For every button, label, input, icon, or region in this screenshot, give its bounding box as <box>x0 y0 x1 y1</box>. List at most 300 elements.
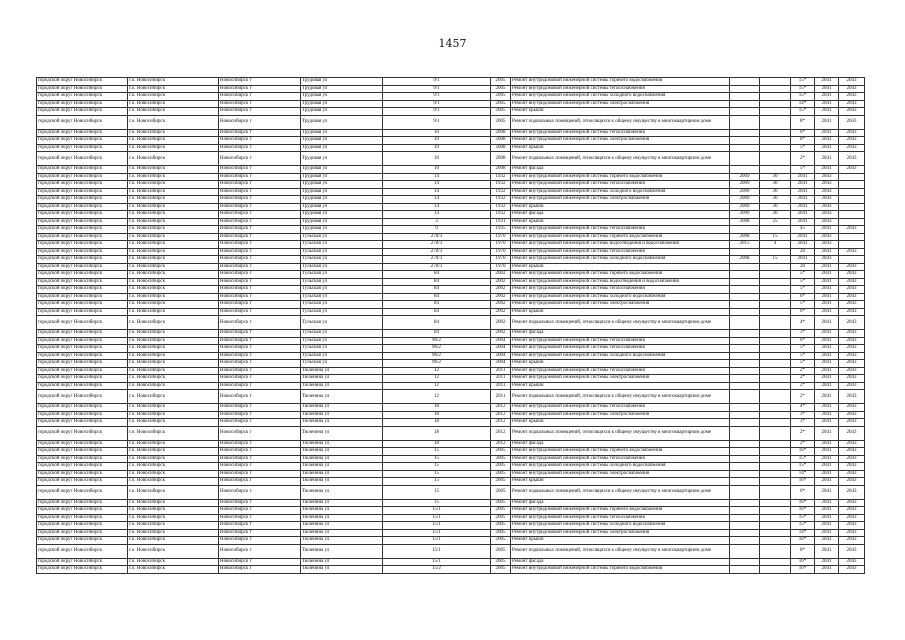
planned-count-cell: 2* <box>791 382 815 390</box>
work-type-cell: Ремонт фасада <box>511 558 730 566</box>
planned-end-cell: 2043 <box>839 278 865 286</box>
settlement-cell: Новосибирск г <box>219 256 301 264</box>
last-repair-count-cell: 30 <box>760 203 791 211</box>
street-cell: Тульская ул <box>301 352 383 360</box>
table-row <box>37 522 865 530</box>
table-row <box>37 537 865 545</box>
work-type-cell: Ремонт крыши <box>511 382 730 390</box>
planned-start-cell: 2043 <box>815 203 839 211</box>
year-built-cell: 2002 <box>491 316 511 330</box>
table-row <box>37 308 865 316</box>
settlement-cell: Новосибирск г <box>219 278 301 286</box>
table-row <box>37 137 865 145</box>
planned-end-cell: 2043 <box>839 411 865 419</box>
street-cell: Тюленина ул <box>301 544 383 558</box>
last-repair-year-cell <box>730 440 760 448</box>
last-repair-count-cell <box>760 499 791 507</box>
planned-start-cell: 2041 <box>815 248 839 256</box>
last-repair-year-cell <box>730 448 760 456</box>
planned-count-cell: 5* <box>791 352 815 360</box>
municipality-cell: г.о. Новосибирск <box>128 78 219 86</box>
district-cell: городской округ Новосибирск <box>37 218 128 226</box>
table-row <box>37 271 865 279</box>
last-repair-count-cell <box>760 463 791 471</box>
planned-end-cell: 2043 <box>839 345 865 353</box>
house-cell: 15/1 <box>383 537 491 545</box>
last-repair-year-cell <box>730 278 760 286</box>
last-repair-year-cell <box>730 485 760 499</box>
planned-count-cell: 5* <box>791 166 815 174</box>
settlement-cell: Новосибирск г <box>219 529 301 537</box>
district-cell: городской округ Новосибирск <box>37 316 128 330</box>
last-repair-year-cell <box>730 522 760 530</box>
house-cell: 9/1 <box>383 100 491 108</box>
year-built-cell: 2008 <box>491 166 511 174</box>
street-cell: Трудовая ул <box>301 100 383 108</box>
year-built-cell: 2012 <box>491 404 511 412</box>
last-repair-year-cell: 2009 <box>730 211 760 219</box>
street-cell: Трудовая ул <box>301 181 383 189</box>
municipality-cell: г.о. Новосибирск <box>128 173 219 181</box>
planned-end-cell <box>839 203 865 211</box>
settlement-cell: Новосибирск г <box>219 93 301 101</box>
planned-start-cell: 2041 <box>815 108 839 116</box>
planned-start-cell: 2041 <box>815 382 839 390</box>
planned-end-cell: 2043 <box>839 375 865 383</box>
street-cell: Трудовая ул <box>301 152 383 166</box>
settlement-cell: Новосибирск г <box>219 286 301 294</box>
street-cell: Тюленина ул <box>301 404 383 412</box>
settlement-cell: Новосибирск г <box>219 188 301 196</box>
last-repair-year-cell <box>730 463 760 471</box>
year-built-cell: 2012 <box>491 411 511 419</box>
last-repair-year-cell <box>730 345 760 353</box>
planned-end-cell: 2043 <box>839 352 865 360</box>
house-cell: 15/2 <box>383 566 491 574</box>
house-cell: 84 <box>383 316 491 330</box>
planned-start-cell: 2041 <box>815 144 839 152</box>
municipality-cell: г.о. Новосибирск <box>128 293 219 301</box>
street-cell: Тюленина ул <box>301 485 383 499</box>
year-built-cell: 2008 <box>491 152 511 166</box>
table-row <box>37 352 865 360</box>
district-cell: городской округ Новосибирск <box>37 93 128 101</box>
planned-start-cell: 2041 <box>815 455 839 463</box>
street-cell: Тульская ул <box>301 271 383 279</box>
table-row <box>37 293 865 301</box>
planned-end-cell: 2043 <box>839 537 865 545</box>
municipality-cell: г.о. Новосибирск <box>128 278 219 286</box>
last-repair-year-cell <box>730 316 760 330</box>
settlement-cell: Новосибирск г <box>219 115 301 129</box>
year-built-cell: 2005 <box>491 455 511 463</box>
last-repair-year-cell <box>730 85 760 93</box>
work-type-cell: Ремонт внутридомовой инженерной системы горячего водоснабжения <box>511 271 730 279</box>
planned-end-cell: 2043 <box>839 100 865 108</box>
planned-start-cell: 2041 <box>815 478 839 486</box>
planned-end-cell: 2043 <box>839 248 865 256</box>
house-cell: 9/1 <box>383 115 491 129</box>
work-type-cell: Ремонт внутридомовой инженерной системы электроснабжения <box>511 196 730 204</box>
last-repair-count-cell <box>760 448 791 456</box>
street-cell: Тюленина ул <box>301 375 383 383</box>
planned-count-cell: 16* <box>791 448 815 456</box>
settlement-cell: Новосибирск г <box>219 375 301 383</box>
municipality-cell: г.о. Новосибирск <box>128 375 219 383</box>
district-cell: городской округ Новосибирск <box>37 352 128 360</box>
work-type-cell: Ремонт внутридомовой инженерной системы теплоснабжения <box>511 337 730 345</box>
planned-end-cell: 2043 <box>839 507 865 515</box>
last-repair-count-cell <box>760 248 791 256</box>
work-type-cell: Ремонт внутридомовой инженерной системы теплоснабжения <box>511 286 730 294</box>
last-repair-count-cell <box>760 263 791 271</box>
last-repair-year-cell: 2009 <box>730 181 760 189</box>
table-row <box>37 256 865 264</box>
house-cell: 84 <box>383 330 491 338</box>
house-cell: 12 <box>383 382 491 390</box>
district-cell: городской округ Новосибирск <box>37 529 128 537</box>
street-cell: Трудовая ул <box>301 196 383 204</box>
house-cell: 14 <box>383 173 491 181</box>
street-cell: Тюленина ул <box>301 382 383 390</box>
planned-count-cell: 16* <box>791 537 815 545</box>
settlement-cell: Новосибирск г <box>219 558 301 566</box>
planned-count-cell: 14* <box>791 529 815 537</box>
planned-count-cell: 3* <box>791 419 815 427</box>
year-built-cell: 1970 <box>491 248 511 256</box>
planned-start-cell: 2043 <box>815 211 839 219</box>
planned-start-cell: 2043 <box>815 233 839 241</box>
planned-count-cell: 2041 <box>791 181 815 189</box>
municipality-cell: г.о. Новосибирск <box>128 233 219 241</box>
work-type-cell: Ремонт подвальных помещений, относящихся к общему имуществу в многоквартирном доме <box>511 115 730 129</box>
planned-count-cell: 16* <box>791 566 815 574</box>
planned-count-cell: 2041 <box>791 256 815 264</box>
work-type-cell: Ремонт крыши <box>511 308 730 316</box>
planned-end-cell <box>839 173 865 181</box>
planned-end-cell <box>839 188 865 196</box>
municipality-cell: г.о. Новосибирск <box>128 211 219 219</box>
planned-start-cell: 2041 <box>815 85 839 93</box>
planned-count-cell: 4* <box>791 404 815 412</box>
last-repair-count-cell <box>760 522 791 530</box>
planned-end-cell: 2043 <box>839 367 865 375</box>
municipality-cell: г.о. Новосибирск <box>128 181 219 189</box>
last-repair-count-cell: 15 <box>760 256 791 264</box>
settlement-cell: Новосибирск г <box>219 345 301 353</box>
planned-start-cell: 2041 <box>815 485 839 499</box>
settlement-cell: Новосибирск г <box>219 478 301 486</box>
house-cell: 18 <box>383 404 491 412</box>
street-cell: Тульская ул <box>301 308 383 316</box>
street-cell: Тюленина ул <box>301 440 383 448</box>
planned-count-cell: 16* <box>791 478 815 486</box>
last-repair-count-cell: 30 <box>760 188 791 196</box>
planned-count-cell: 2* <box>791 390 815 404</box>
last-repair-year-cell <box>730 152 760 166</box>
district-cell: городской округ Новосибирск <box>37 485 128 499</box>
planned-count-cell: 6* <box>791 485 815 499</box>
street-cell: Тюленина ул <box>301 566 383 574</box>
planned-end-cell: 2043 <box>839 293 865 301</box>
planned-start-cell: 2041 <box>815 426 839 440</box>
planned-end-cell: 2043 <box>839 137 865 145</box>
year-built-cell: 2005 <box>491 448 511 456</box>
settlement-cell: Новосибирск г <box>219 440 301 448</box>
planned-count-cell: 20 <box>791 263 815 271</box>
planned-end-cell: 2043 <box>839 448 865 456</box>
house-cell: 15/1 <box>383 529 491 537</box>
district-cell: городской округ Новосибирск <box>37 448 128 456</box>
planned-end-cell <box>839 181 865 189</box>
last-repair-year-cell <box>730 226 760 234</box>
table-row <box>37 455 865 463</box>
house-cell: 10 <box>383 152 491 166</box>
house-cell: 14 <box>383 211 491 219</box>
settlement-cell: Новосибирск г <box>219 426 301 440</box>
planned-end-cell <box>839 241 865 249</box>
district-cell: городской округ Новосибирск <box>37 566 128 574</box>
street-cell: Трудовая ул <box>301 129 383 137</box>
district-cell: городской округ Новосибирск <box>37 233 128 241</box>
district-cell: городской округ Новосибирск <box>37 382 128 390</box>
municipality-cell: г.о. Новосибирск <box>128 390 219 404</box>
work-type-cell: Ремонт фасада <box>511 440 730 448</box>
house-cell: 18 <box>383 419 491 427</box>
year-built-cell: 2005 <box>491 544 511 558</box>
planned-end-cell: 2043 <box>839 440 865 448</box>
street-cell: Тюленина ул <box>301 367 383 375</box>
last-repair-count-cell: 25 <box>760 218 791 226</box>
municipality-cell: г.о. Новосибирск <box>128 226 219 234</box>
municipality-cell: г.о. Новосибирск <box>128 203 219 211</box>
year-built-cell: 1970 <box>491 256 511 264</box>
year-built-cell: 2002 <box>491 278 511 286</box>
planned-count-cell: 16* <box>791 507 815 515</box>
municipality-cell: г.о. Новосибирск <box>128 337 219 345</box>
work-type-cell: Ремонт фасада <box>511 330 730 338</box>
planned-count-cell: 2041 <box>791 211 815 219</box>
last-repair-year-cell <box>730 544 760 558</box>
district-cell: городской округ Новосибирск <box>37 308 128 316</box>
planned-start-cell: 2041 <box>815 360 839 368</box>
planned-start-cell: 2041 <box>815 301 839 309</box>
planned-end-cell: 2043 <box>839 152 865 166</box>
district-cell: городской округ Новосибирск <box>37 544 128 558</box>
district-cell: городской округ Новосибирск <box>37 173 128 181</box>
last-repair-year-cell <box>730 144 760 152</box>
municipality-cell: г.о. Новосибирск <box>128 485 219 499</box>
planned-end-cell: 2043 <box>839 470 865 478</box>
year-built-cell: 2008 <box>491 144 511 152</box>
planned-start-cell: 2041 <box>815 463 839 471</box>
last-repair-year-cell <box>730 78 760 86</box>
work-type-cell: Ремонт внутридомовой инженерной системы горячего водоснабжения <box>511 507 730 515</box>
last-repair-year-cell <box>730 529 760 537</box>
municipality-cell: г.о. Новосибирск <box>128 152 219 166</box>
district-cell: городской округ Новосибирск <box>37 152 128 166</box>
year-built-cell: 2004 <box>491 345 511 353</box>
work-type-cell: Ремонт внутридомовой инженерной системы теплоснабжения <box>511 455 730 463</box>
year-built-cell: 2011 <box>491 390 511 404</box>
planned-start-cell: 2041 <box>815 566 839 574</box>
municipality-cell: г.о. Новосибирск <box>128 100 219 108</box>
settlement-cell: Новосибирск г <box>219 316 301 330</box>
planned-start-cell: 2041 <box>815 293 839 301</box>
house-cell: 18 <box>383 411 491 419</box>
district-cell: городской округ Новосибирск <box>37 100 128 108</box>
table-row <box>37 115 865 129</box>
planned-count-cell: 2041 <box>791 196 815 204</box>
last-repair-count-cell: 30 <box>760 211 791 219</box>
last-repair-year-cell <box>730 507 760 515</box>
district-cell: городской округ Новосибирск <box>37 375 128 383</box>
year-built-cell: 2005 <box>491 478 511 486</box>
planned-end-cell <box>839 211 865 219</box>
planned-start-cell: 2041 <box>815 308 839 316</box>
work-type-cell: Ремонт внутридомовой инженерной системы теплоснабжения <box>511 514 730 522</box>
district-cell: городской округ Новосибирск <box>37 390 128 404</box>
settlement-cell: Новосибирск г <box>219 263 301 271</box>
last-repair-count-cell: 30 <box>760 196 791 204</box>
last-repair-count-cell <box>760 367 791 375</box>
table-row <box>37 514 865 522</box>
house-cell: 3 <box>383 218 491 226</box>
house-cell: 14 <box>383 188 491 196</box>
year-built-cell: 2005 <box>491 522 511 530</box>
table-row <box>37 558 865 566</box>
house-cell: 10 <box>383 166 491 174</box>
planned-start-cell: 2041 <box>815 278 839 286</box>
work-type-cell: Ремонт внутридомовой инженерной системы теплоснабжения <box>511 85 730 93</box>
table-row <box>37 152 865 166</box>
last-repair-year-cell: 2009 <box>730 196 760 204</box>
last-repair-count-cell <box>760 382 791 390</box>
house-cell: 10 <box>383 137 491 145</box>
table-row <box>37 375 865 383</box>
planned-end-cell <box>839 196 865 204</box>
street-cell: Тюленина ул <box>301 558 383 566</box>
year-built-cell: 2011 <box>491 375 511 383</box>
table-row <box>37 196 865 204</box>
planned-start-cell: 2041 <box>815 271 839 279</box>
last-repair-count-cell <box>760 337 791 345</box>
district-cell: городской округ Новосибирск <box>37 470 128 478</box>
table-row <box>37 426 865 440</box>
planned-count-cell: 16* <box>791 558 815 566</box>
table-row <box>37 78 865 86</box>
table-row <box>37 316 865 330</box>
settlement-cell: Новосибирск г <box>219 218 301 226</box>
municipality-cell: г.о. Новосибирск <box>128 263 219 271</box>
planned-start-cell: 2041 <box>815 330 839 338</box>
year-built-cell: 2005 <box>491 93 511 101</box>
last-repair-year-cell <box>730 499 760 507</box>
house-cell: 10 <box>383 144 491 152</box>
year-built-cell: 2002 <box>491 271 511 279</box>
planned-end-cell: 2043 <box>839 426 865 440</box>
last-repair-year-cell: 2015 <box>730 241 760 249</box>
settlement-cell: Новосибирск г <box>219 173 301 181</box>
table-row <box>37 278 865 286</box>
last-repair-count-cell <box>760 404 791 412</box>
last-repair-count-cell <box>760 271 791 279</box>
work-type-cell: Ремонт подвальных помещений, относящихся к общему имуществу в многоквартирном доме <box>511 426 730 440</box>
work-type-cell: Ремонт крыши <box>511 360 730 368</box>
work-type-cell: Ремонт внутридомовой инженерной системы горячего водоснабжения <box>511 448 730 456</box>
house-cell: 9 <box>383 226 491 234</box>
planned-count-cell: 2041 <box>791 188 815 196</box>
district-cell: городской округ Новосибирск <box>37 411 128 419</box>
last-repair-count-cell <box>760 537 791 545</box>
planned-count-cell: 2041 <box>791 173 815 181</box>
planned-end-cell: 2043 <box>839 316 865 330</box>
planned-start-cell: 2041 <box>815 419 839 427</box>
table-row <box>37 211 865 219</box>
planned-end-cell: 2043 <box>839 286 865 294</box>
municipality-cell: г.о. Новосибирск <box>128 330 219 338</box>
planned-start-cell: 2041 <box>815 514 839 522</box>
year-built-cell: 2004 <box>491 337 511 345</box>
planned-end-cell: 2043 <box>839 360 865 368</box>
municipality-cell: г.о. Новосибирск <box>128 558 219 566</box>
house-cell: 9/1 <box>383 93 491 101</box>
last-repair-year-cell <box>730 390 760 404</box>
last-repair-count-cell <box>760 129 791 137</box>
table-row <box>37 218 865 226</box>
planned-end-cell <box>839 233 865 241</box>
planned-start-cell: 2041 <box>815 137 839 145</box>
last-repair-year-cell: 2009 <box>730 188 760 196</box>
planned-count-cell: 45 <box>791 226 815 234</box>
settlement-cell: Новосибирск г <box>219 301 301 309</box>
last-repair-count-cell <box>760 390 791 404</box>
planned-start-cell: 2043 <box>815 196 839 204</box>
house-cell: 15 <box>383 455 491 463</box>
street-cell: Тюленина ул <box>301 529 383 537</box>
settlement-cell: Новосибирск г <box>219 337 301 345</box>
last-repair-count-cell <box>760 152 791 166</box>
table-row <box>37 108 865 116</box>
year-built-cell: 2012 <box>491 419 511 427</box>
planned-count-cell: 3* <box>791 330 815 338</box>
work-type-cell: Ремонт внутридомовой инженерной системы холодного водоснабжения <box>511 352 730 360</box>
year-built-cell: 2005 <box>491 514 511 522</box>
municipality-cell: г.о. Новосибирск <box>128 537 219 545</box>
municipality-cell: г.о. Новосибирск <box>128 166 219 174</box>
table-row <box>37 404 865 412</box>
planned-start-cell: 2041 <box>815 529 839 537</box>
street-cell: Тюленина ул <box>301 470 383 478</box>
work-type-cell: Ремонт внутридомовой инженерной системы горячего водоснабжения <box>511 566 730 574</box>
table-row <box>37 129 865 137</box>
street-cell: Трудовая ул <box>301 115 383 129</box>
work-type-cell: Ремонт внутридомовой инженерной системы теплоснабжения <box>511 181 730 189</box>
table-row <box>37 507 865 515</box>
year-built-cell: 1931 <box>491 218 511 226</box>
work-type-cell: Ремонт внутридомовой инженерной системы теплоснабжения <box>511 129 730 137</box>
house-cell: 270/3 <box>383 248 491 256</box>
planned-end-cell: 2043 <box>839 263 865 271</box>
work-type-cell: Ремонт крыши <box>511 218 730 226</box>
municipality-cell: г.о. Новосибирск <box>128 411 219 419</box>
municipality-cell: г.о. Новосибирск <box>128 271 219 279</box>
planned-start-cell: 2043 <box>815 256 839 264</box>
street-cell: Тульская ул <box>301 248 383 256</box>
last-repair-count-cell <box>760 566 791 574</box>
street-cell: Тюленина ул <box>301 522 383 530</box>
table-row <box>37 485 865 499</box>
